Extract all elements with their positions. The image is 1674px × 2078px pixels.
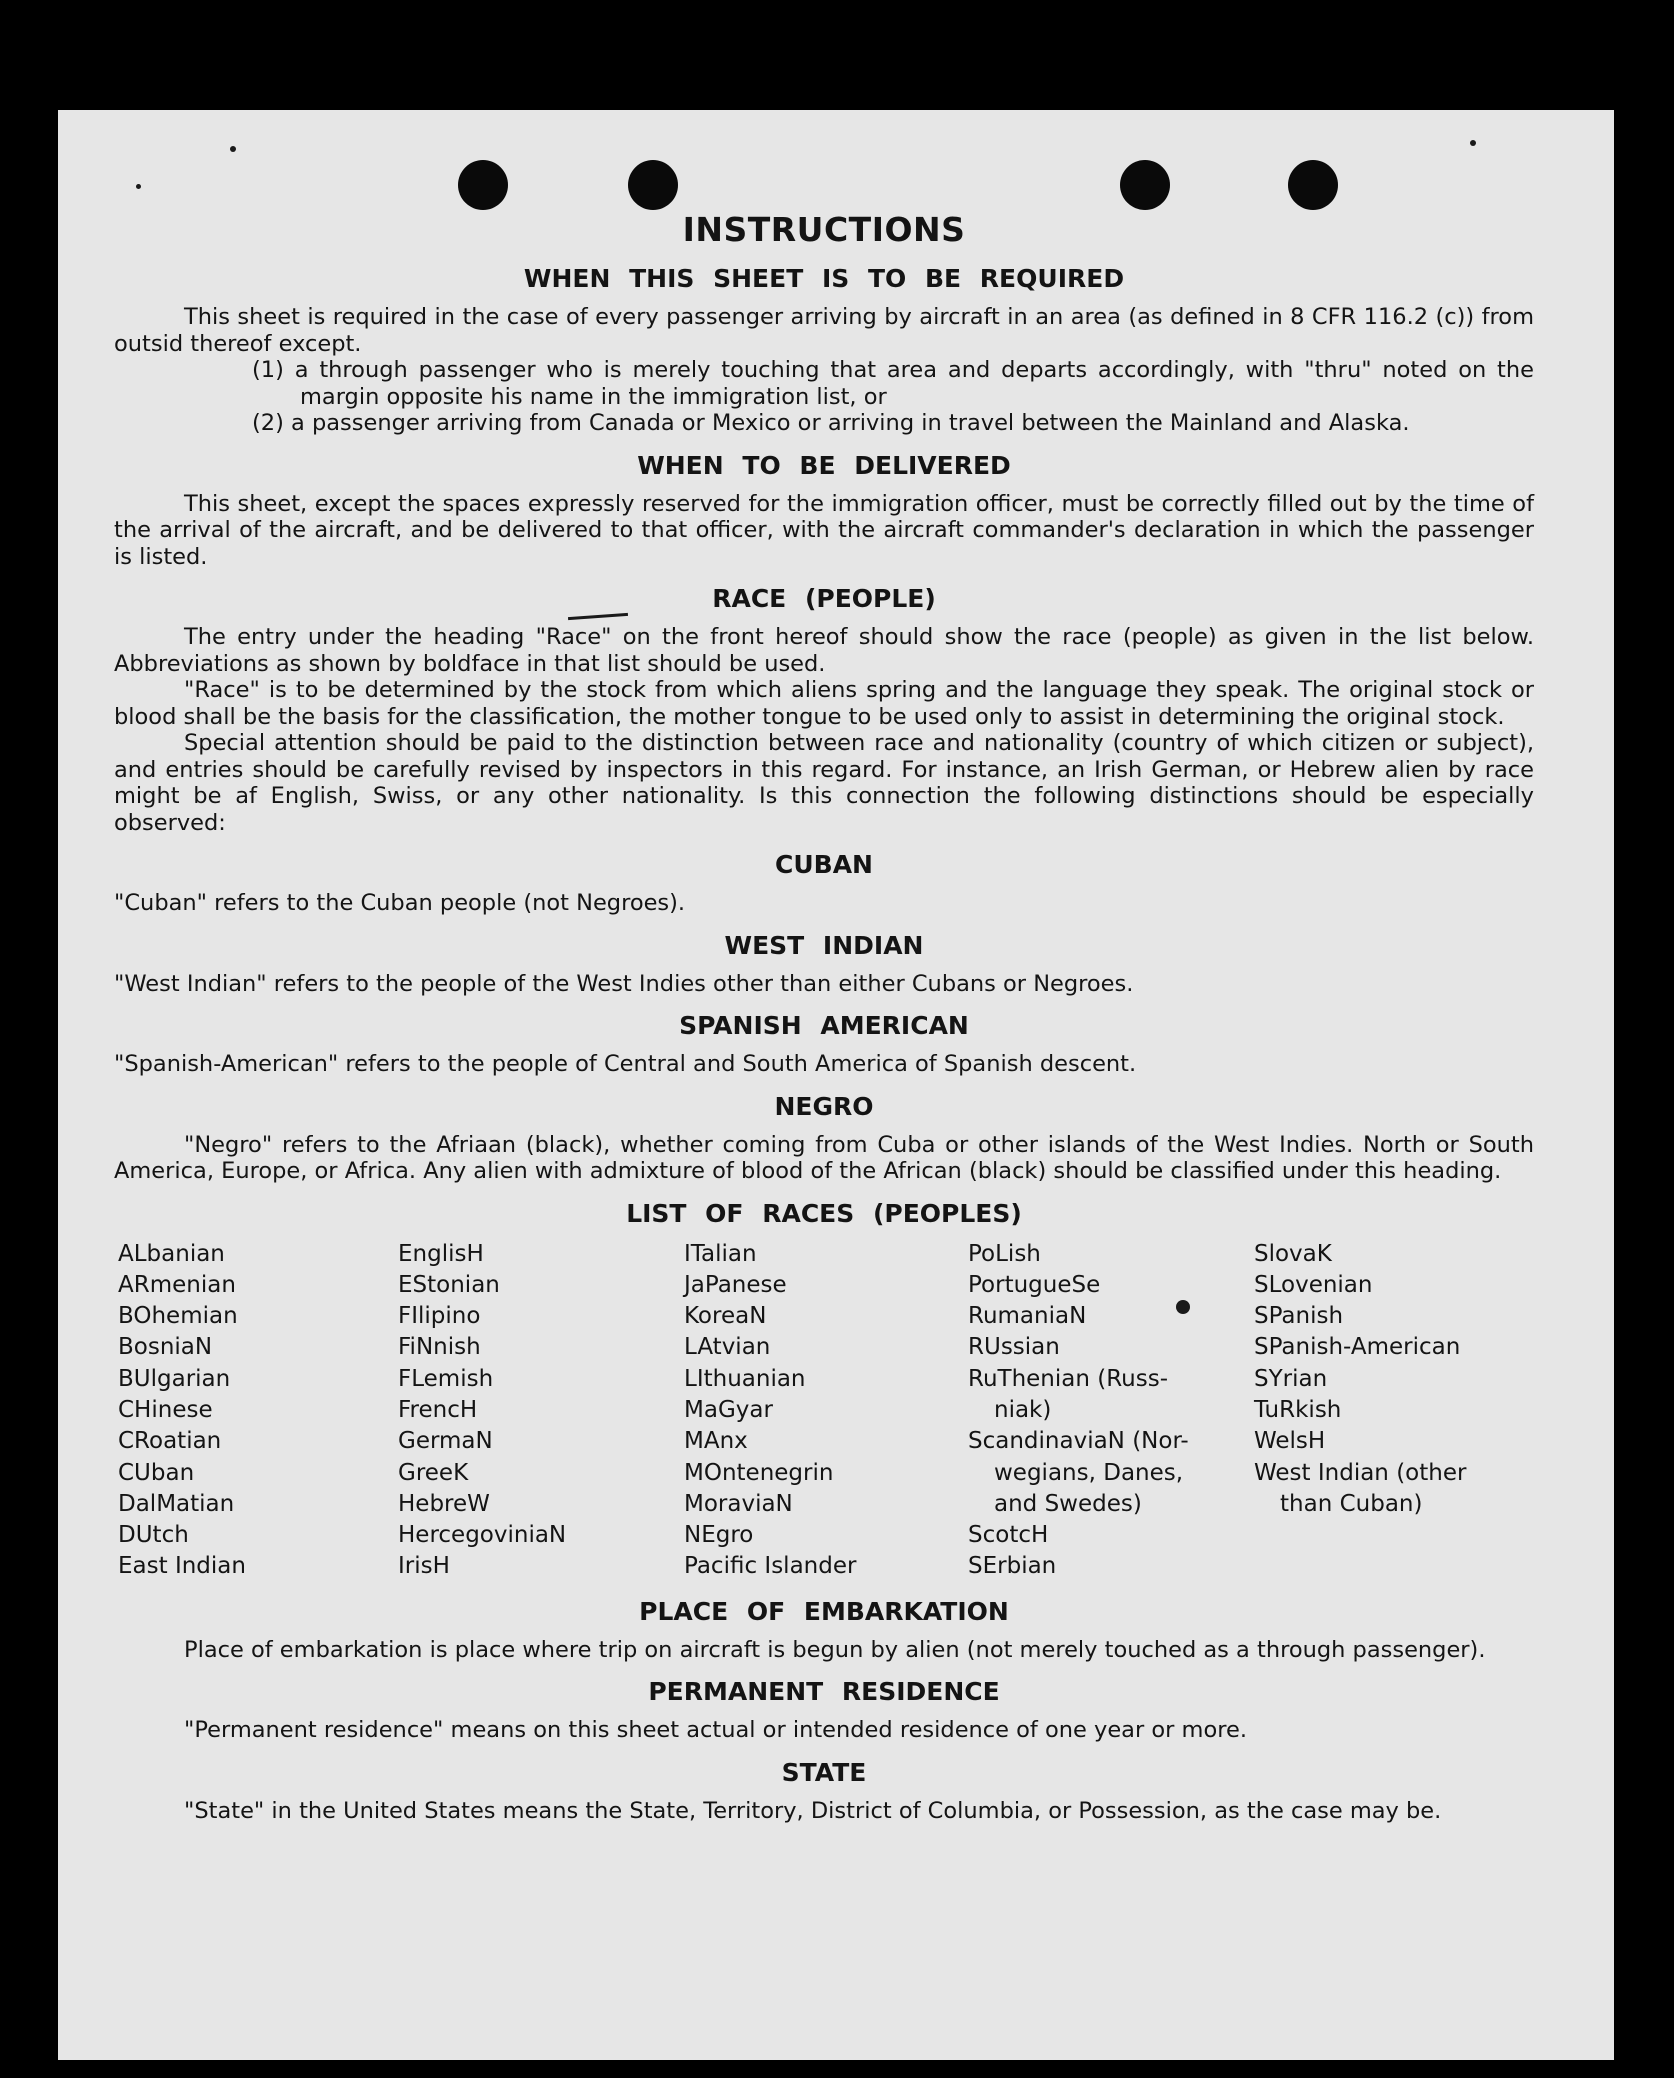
race-paragraph-3: Special attention should be paid to the distinction between race and nationality (country of which citizen or subject), and entries should be carefully revised by inspectors in this regard. For instance, an Irish German, or Hebrew alien by race might be af English, Swiss, or any other nationality. Is this connection the following distinctions should be especially observed: [114,730,1534,836]
race-entry: RumaniaN [968,1303,1087,1330]
race-entry: SlovaK [1254,1240,1332,1267]
cuban-text: "Cuban" refers to the Cuban people (not Negroes). [114,890,686,916]
race-entry: ITalian [684,1240,757,1267]
races-list [114,1239,1534,1583]
race-entry: TuRkish [1254,1396,1342,1423]
race-entry: ScotcH [968,1522,1049,1549]
delivered-text: This sheet, except the spaces expressly reserved for the immigration officer, must be correctly filled out by the time of the arrival of the aircraft, and be delivered to that officer, with the aircraft commander's declaration in which the passenger is listed. [114,490,1534,570]
races-column [1254,1239,1524,1583]
race-entry: DUtch [118,1522,189,1549]
ink-speck [136,184,141,189]
section-heading-embarkation: PLACE OF EMBARKATION [639,1596,1009,1626]
race-entry: HebreW [398,1490,490,1517]
race-entry: wegians, Danes, [994,1459,1184,1486]
section-heading-west-indian: WEST INDIAN [724,930,924,960]
race-entry: MOntenegrin [684,1459,834,1486]
negro-text: "Negro" refers to the Afriaan (black), whether coming from Cuba or other islands of the West Indies. North or South America, Europe, or Africa. Any alien with admixture of blood of the African (black) should be classified under this heading. [114,1131,1534,1184]
race-entry: SPanish [1254,1303,1344,1330]
races-column [398,1239,684,1583]
race-entry: PortugueSe [968,1271,1101,1298]
race-entry: BosniaN [118,1334,213,1361]
section-heading-spanish-american: SPANISH AMERICAN [679,1011,969,1040]
race-entry: RuThenian (Russ- [968,1365,1169,1392]
race-paragraph-2: "Race" is to be determined by the stock from which aliens spring and the language they speak. The original stock or blood shall be the basis for the classification, the mother tongue to be used only to assist in determining the original stock. [114,677,1534,730]
section-heading-state: STATE [781,1757,867,1787]
required-exception-1: (1) a through passenger who is merely touching that area and departs accordingly, with "thru" noted on the margin opposite his name in the immigration list, or [252,357,1534,410]
race-entry: SErbian [968,1553,1057,1580]
race-entry: and Swedes) [994,1490,1142,1517]
section-heading-delivered: WHEN TO BE DELIVERED [637,450,1011,480]
race-entry: ScandinaviaN (Nor- [968,1428,1189,1455]
instructions-body [114,210,1534,1824]
race-entry: SPanish-American [1254,1334,1461,1361]
race-entry: BOhemian [118,1303,238,1330]
race-entry: MaGyar [684,1396,773,1423]
race-entry: FiNnish [398,1334,481,1361]
race-entry: ARmenian [118,1271,236,1298]
race-entry: PoLish [968,1240,1041,1267]
race-entry: FLemish [398,1365,494,1392]
punch-hole [458,160,508,210]
race-entry: LIthuanian [684,1365,806,1392]
race-entry: DalMatian [118,1490,235,1517]
race-entry: ALbanian [118,1240,225,1267]
spanish-american-text: "Spanish-American" refers to the people of Central and South America of Spanish descent. [114,1051,1137,1077]
race-entry: IrisH [398,1553,450,1580]
race-entry: CHinese [118,1396,213,1423]
section-heading-required: WHEN THIS SHEET IS TO BE REQUIRED [523,264,1125,293]
race-entry: GermaN [398,1428,493,1455]
punch-hole [1120,160,1170,210]
race-entry: than Cuban) [1280,1490,1423,1517]
race-entry: KoreaN [684,1303,767,1330]
section-heading-race: RACE (PEOPLE) [712,584,936,613]
race-entry: SYrian [1254,1365,1328,1392]
residence-text: "Permanent residence" means on this sheet actual or intended residence of one year or more. [184,1717,1247,1744]
race-entry: East Indian [118,1553,246,1580]
race-entry: JaPanese [684,1271,787,1298]
section-heading-list-of-races: LIST OF RACES (PEOPLES) [626,1198,1022,1228]
required-exception-2: (2) a passenger arriving from Canada or Mexico or arriving in travel between the Mainland and Alaska. [252,410,1410,436]
west-indian-text: "West Indian" refers to the people of the West Indies other than either Cubans or Negroes. [114,970,1134,997]
race-entry: NEgro [684,1522,754,1549]
punch-hole [1288,160,1338,210]
document-sheet [58,110,1614,2060]
race-entry: FIlipino [398,1303,481,1330]
race-entry: EStonian [398,1271,500,1298]
races-column [114,1239,398,1583]
races-column [684,1239,968,1583]
section-heading-residence: PERMANENT RESIDENCE [648,1677,1000,1707]
race-entry: CUban [118,1459,195,1486]
race-entry: RUssian [968,1334,1060,1361]
race-entry: BUlgarian [118,1365,231,1392]
race-entry: niak) [994,1396,1052,1423]
race-entry: HercegoviniaN [398,1522,567,1549]
section-heading-cuban: CUBAN [775,850,873,879]
race-entry: MoraviaN [684,1490,793,1517]
race-entry: West Indian (other [1254,1459,1467,1486]
race-paragraph-1: The entry under the heading "Race" on the front hereof should show the race (people) as given in the list below. Abbreviations as shown by boldface in that list should be used. [114,624,1534,677]
race-entry: CRoatian [118,1428,222,1455]
embarkation-text: Place of embarkation is place where trip on aircraft is begun by alien (not merely touched as a through passenger). [184,1636,1486,1663]
race-entry: Pacific Islander [684,1553,857,1580]
race-entry: SLovenian [1254,1271,1373,1298]
race-entry: FrencH [398,1396,478,1423]
race-entry: MAnx [684,1428,748,1455]
state-text: "State" in the United States means the State, Territory, District of Columbia, or Possession, as the case may be. [184,1797,1442,1824]
ink-speck [230,146,236,152]
race-entry: WelsH [1254,1428,1326,1455]
race-entry: GreeK [398,1459,469,1486]
race-entry: EnglisH [398,1240,484,1267]
punch-hole [628,160,678,210]
race-entry: LAtvian [684,1334,771,1361]
races-column [968,1239,1254,1583]
ink-speck [1470,140,1476,146]
page-title: INSTRUCTIONS [682,210,966,249]
section-heading-negro: NEGRO [774,1091,874,1121]
required-intro: This sheet is required in the case of every passenger arriving by aircraft in an area (as defined in 8 CFR 116.2 (c)) from outsid thereof except. [114,304,1534,357]
